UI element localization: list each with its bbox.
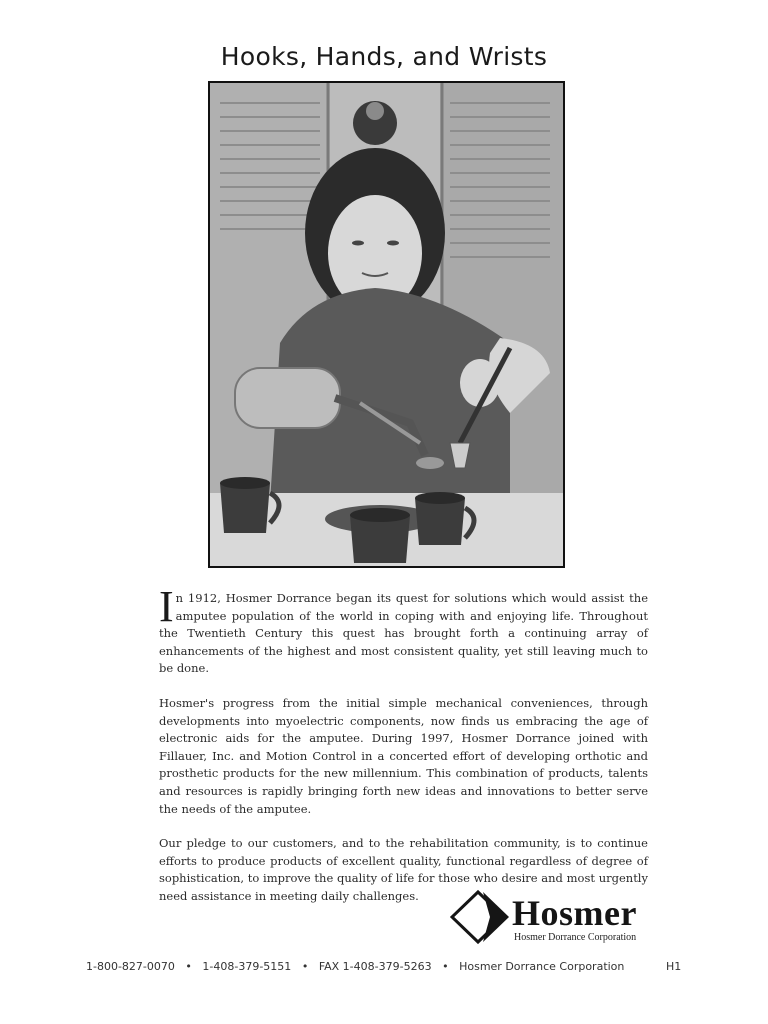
- paragraph-3: Our pledge to our customers, and to the rehabilitation community, is to continue efforts to produce products of excellent quality, functional regardless of degree of sophistication, to improve the quality of life for those who desire and most urgently need assistance in meeting daily challenges.: [159, 836, 648, 903]
- diamond-logo-icon: [450, 889, 512, 945]
- footer-separator: •: [301, 960, 309, 973]
- paragraph-1-text: n 1912, Hosmer Dorrance began its quest for solutions which would assist the amputee population of the world in coping with and enjoying life. Throughout the Twentieth Century this quest has brought forth a continuing array of enhancements of the highest and most consistent quality, yet still leaving much to be done.: [159, 591, 648, 676]
- photo-illustration: [210, 83, 563, 566]
- footer-separator: •: [442, 960, 449, 973]
- footer-company: Hosmer Dorrance Corporation: [459, 960, 625, 973]
- photo-girl-with-prosthetic-arm: [208, 81, 565, 568]
- logo-wordmark: Hosmer: [512, 893, 637, 933]
- page-number: H1: [666, 960, 682, 973]
- footer-phone-2: 1-408-379-5151: [202, 960, 292, 973]
- drop-cap: I: [159, 582, 174, 631]
- hosmer-logo: [450, 889, 650, 947]
- body-text: [159, 582, 648, 923]
- logo-subtitle: Hosmer Dorrance Corporation: [514, 932, 637, 943]
- footer-fax: FAX 1-408-379-5263: [318, 960, 432, 973]
- footer-contact-line: [86, 960, 686, 973]
- page-title: Hooks, Hands, and Wrists: [220, 42, 548, 71]
- paragraph-1: [159, 582, 648, 678]
- footer-phone-1: 1-800-827-0070: [86, 960, 175, 973]
- paragraph-2: Hosmer's progress from the initial simple mechanical conveniences, through developments into myoelectric components, now finds us embracing the age of electronic aids for the amputee. During 1997, Hosmer Dorrance joined with Fillauer, Inc. and Motion Control in a concerted effort of developing orthotic and prosthetic products for the new millennium. This combination of products, talents and resources is rapidly bringing forth new ideas and innovations to better serve the needs of the amputee.: [159, 695, 648, 816]
- footer-separator: •: [185, 960, 192, 973]
